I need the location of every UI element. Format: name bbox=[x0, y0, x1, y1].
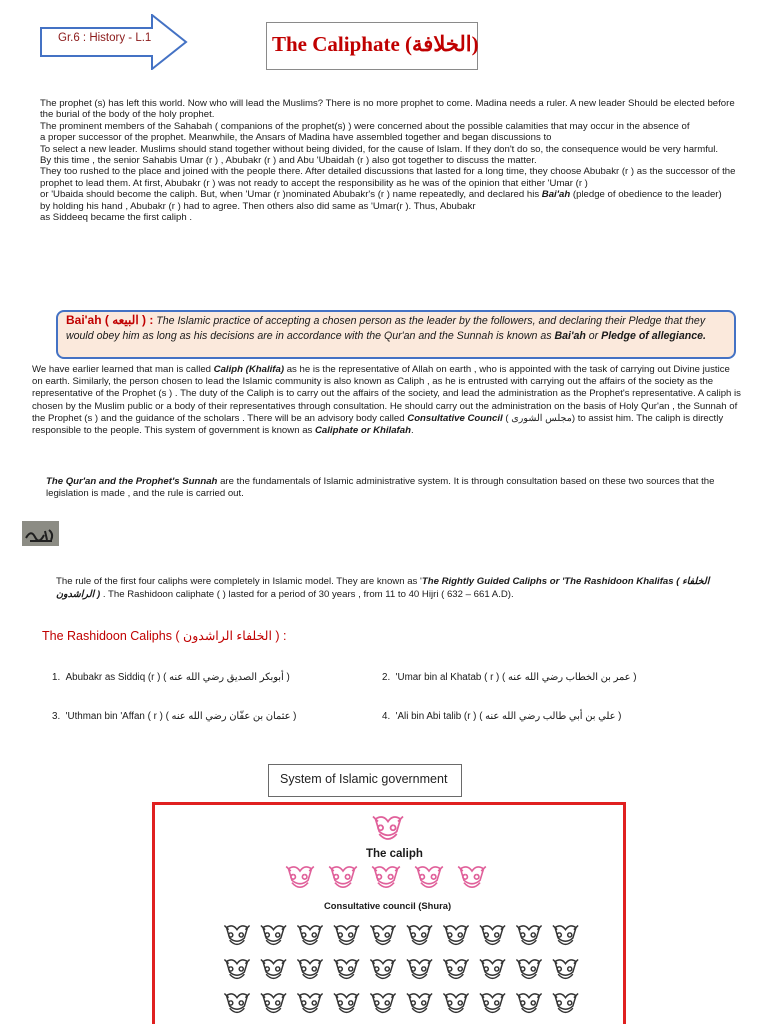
caliph-item-4 bbox=[382, 711, 621, 722]
caliph-figure bbox=[373, 817, 403, 840]
public-person-figure bbox=[407, 960, 432, 979]
intro-line: The prophet (s) has left this world. Now who will lead the Muslims? There is no more prophet to come. Madina needs a ruler. A new leader Should be elected before the burial of the body of the holy prophet. bbox=[40, 98, 735, 121]
definition-or: or bbox=[585, 330, 602, 342]
calligraphy-image bbox=[22, 521, 59, 546]
definition-text: The Islamic practice of accepting a chosen person as the leader by the followers, and declaring their Pledge that they would obey him as long as his decisions are in accordance with the Qur'an and the Sunnah is known as bbox=[66, 315, 706, 342]
text-run: ( مجلس الشورى) to assist him. The caliph is directly responsible to the people. This system of government is known as bbox=[32, 412, 724, 437]
council-member-figure bbox=[286, 867, 314, 888]
text-run: . The Rashidoon caliphate ( ) lasted for a period of 30 years , from 11 to 40 Hijri ( 632 – 661 A.D). bbox=[100, 588, 514, 600]
council-label: Consultative council (Shura) bbox=[324, 900, 452, 911]
caliph-arabic: ( عثمان بن عفّان رضي الله عنه ) bbox=[165, 711, 297, 722]
term-quran-sunnah: The Qur'an and the Prophet's Sunnah bbox=[46, 476, 218, 487]
text-run: . bbox=[410, 425, 414, 437]
public-person-figure bbox=[407, 926, 432, 945]
caliph-label: The caliph bbox=[366, 848, 423, 860]
public-person-figure bbox=[334, 994, 359, 1013]
public-person-figure bbox=[480, 994, 505, 1013]
intro-text bbox=[40, 98, 740, 223]
item-number: 1. bbox=[52, 672, 61, 683]
caliph-arabic: ( عمر بن الخطاب رضي الله عنه ) bbox=[502, 672, 637, 683]
public-person-figure bbox=[553, 926, 578, 945]
council-member-figure bbox=[372, 867, 400, 888]
public-person-figure bbox=[261, 960, 286, 979]
item-number: 3. bbox=[52, 711, 61, 722]
term-rightly-guided: The Rightly Guided Caliphs or 'The Rashidoon Khalifas ( الخلفاء الراشدون ) bbox=[56, 576, 710, 600]
caliph-name: 'Ali bin Abi talib (r ) bbox=[395, 711, 477, 722]
intro-line: as Siddeeq became the first caliph . bbox=[40, 212, 192, 224]
public-person-figure bbox=[224, 994, 249, 1013]
text-run: We have earlier learned that man is called bbox=[32, 364, 214, 375]
text-run: as he is the representative of Allah on earth , who is appointed with the task of carrying out Divine justice on earth. Similarly, the person chosen to lead the Islamic community is also known as Caliph , as he is entrusted with carrying out the affairs of the society as the representative of the Prophet (s ) . The duty of the Caliph is to carry out the affairs of the society, and lead the administration as the Prophet's representative. A caliph is chosen by the Muslim public or a body of their representatives through consultation. He should carry out the administration on the basis of Holy Qur'an , the Sunnah of the Prophet (s ) and the guidance of the scholars . There will be an advisory body called bbox=[32, 364, 741, 424]
intro-line: a proper successor of the prophet. Meanwhile, the Ansars of Madina have assembled together and began discussions to bbox=[40, 132, 552, 144]
public-person-figure bbox=[443, 926, 468, 945]
government-diagram bbox=[155, 805, 623, 1024]
definition-term: Bai'ah bbox=[554, 330, 586, 342]
public-person-figure bbox=[480, 926, 505, 945]
caliph-item-2 bbox=[382, 672, 636, 683]
public-person-figure bbox=[297, 994, 322, 1013]
council-member-figure bbox=[329, 867, 357, 888]
item-number: 2. bbox=[382, 672, 391, 683]
public-person-figure bbox=[443, 960, 468, 979]
council-member-figure bbox=[458, 867, 486, 888]
definition-heading: Bai'ah ( البيعه ) : bbox=[66, 313, 154, 327]
rashidoon-heading: The Rashidoon Caliphs ( الخلفاء الراشدون ) : bbox=[42, 629, 287, 643]
caliph-arabic: ( أبوبكر الصديق رضي الله عنه ) bbox=[163, 672, 290, 683]
public-person-figure bbox=[480, 960, 505, 979]
intro-line: By this time , the senior Sahabis Umar (r ) , Abubakr (r ) and Abu 'Ubaidah (r ) also got together to discuss the matter. bbox=[40, 155, 537, 167]
public-person-figure bbox=[334, 926, 359, 945]
public-person-figure bbox=[516, 960, 541, 979]
text-run: The rule of the first four caliphs were completely in Islamic model. They are known as ' bbox=[56, 576, 422, 587]
public-person-figure bbox=[443, 994, 468, 1013]
item-number: 4. bbox=[382, 711, 391, 722]
text-run: are the fundamentals of Islamic administrative system. It is through consultation based on these two sources that the legislation is made , and the rule is carried out. bbox=[46, 476, 715, 499]
term-caliphate: Caliphate or Khilafah bbox=[315, 425, 411, 437]
definition-term-2: Pledge of allegiance. bbox=[601, 330, 706, 342]
public-person-figure bbox=[261, 994, 286, 1013]
public-person-figure bbox=[370, 994, 395, 1013]
public-person-figure bbox=[370, 926, 395, 945]
public-person-figure bbox=[297, 926, 322, 945]
caliph-item-3 bbox=[52, 711, 296, 722]
public-person-figure bbox=[553, 994, 578, 1013]
lesson-label: Gr.6 : History - L.1 bbox=[58, 32, 152, 44]
caliph-arabic: ( علي بن أبي طالب رضي الله عنه ) bbox=[479, 711, 622, 722]
caliph-name: 'Uthman bin 'Affan ( r ) bbox=[65, 711, 163, 722]
public-person-figure bbox=[370, 960, 395, 979]
intro-line: To select a new leader. Muslims should stand together without being divided, for the cause of Islam. If they don't do so, the consequence would be very harmful. bbox=[40, 143, 719, 155]
public-person-figure bbox=[553, 960, 578, 979]
public-person-figure bbox=[261, 926, 286, 945]
public-person-figure bbox=[516, 994, 541, 1013]
term-caliph: Caliph (Khalifa) bbox=[213, 364, 285, 375]
public-person-figure bbox=[297, 960, 322, 979]
intro-line: The prominent members of the Sahabah ( companions of the prophet(s) ) were concerned about the possible calamities that may occur in the absence of bbox=[40, 120, 690, 132]
public-person-figure bbox=[224, 960, 249, 979]
caliph-paragraph bbox=[32, 364, 742, 437]
caliph-name: 'Umar bin al Khatab ( r ) bbox=[395, 672, 500, 683]
public-person-figure bbox=[334, 960, 359, 979]
council-member-figure bbox=[415, 867, 443, 888]
public-person-figure bbox=[407, 994, 432, 1013]
term-baiah: Bai'ah bbox=[541, 189, 571, 201]
intro-line: by holding his hand , Abubakr (r ) had to agree. Then others also did same as 'Umar(r ). Thus, Abubakr bbox=[40, 200, 476, 212]
caliph-name: Abubakr as Siddiq (r ) bbox=[65, 672, 161, 683]
public-person-figure bbox=[224, 926, 249, 945]
diagram-title: System of Islamic government bbox=[268, 764, 462, 797]
term-consultative-council: Consultative Council bbox=[407, 412, 503, 424]
calligraphy-icon bbox=[22, 521, 59, 546]
caliph-item-1 bbox=[52, 672, 290, 683]
public-person-figure bbox=[516, 926, 541, 945]
baiah-definition-box bbox=[56, 310, 736, 359]
intro-line: or 'Ubaida should become the caliph. But, when 'Umar (r )nominated Abubakr's (r ) name repeatedly, and declared his Bai'ah (pledge of obedience to the leader) bbox=[40, 189, 722, 201]
quran-paragraph bbox=[46, 476, 736, 500]
rashidoon-paragraph bbox=[56, 576, 726, 601]
intro-line: They too rushed to the place and joined with the people there. After detailed discussions that lasted for a long time, they choose Abubakr (r ) as the successor of the prophet to lead them. At first, Abubakr (r ) was not ready to accept the responsibility as he was of the opinion that either 'Umar (r ) bbox=[40, 166, 736, 189]
page-title: The Caliphate (الخلافة) bbox=[272, 32, 479, 56]
